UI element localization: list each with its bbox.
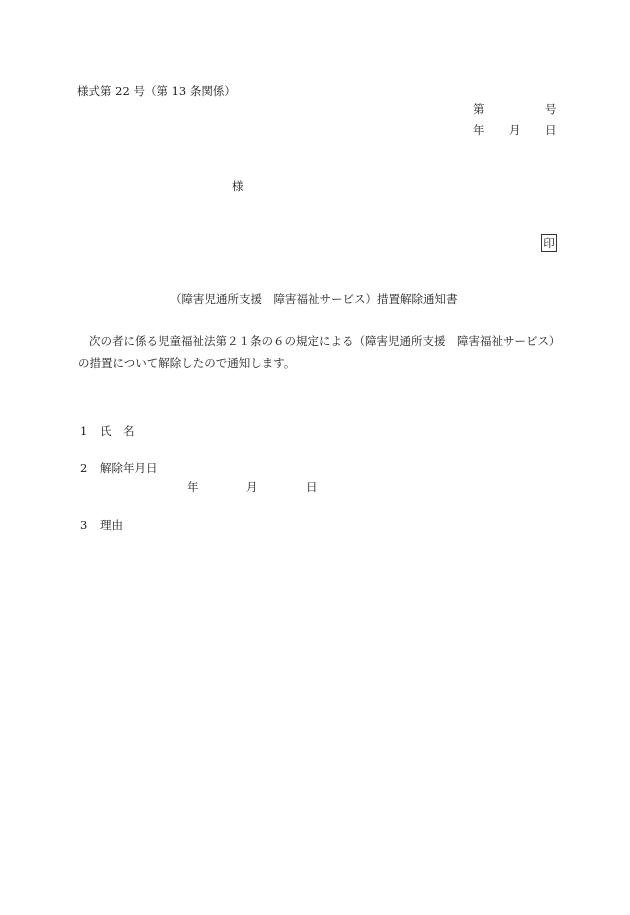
issue-date-month: 月 — [509, 123, 521, 137]
item-number: 1 — [80, 424, 88, 438]
item-release-date — [80, 463, 158, 475]
release-date-year: 年 — [187, 480, 199, 494]
item-label: 氏 名 — [100, 424, 135, 438]
item-number: 3 — [80, 518, 88, 532]
issue-date-day: 日 — [545, 123, 557, 137]
body-text: 次の者に係る児童福祉法第２１条の６の規定による（障害児通所支援 障害福祉サービス）の措置について解除したので通知します。 — [78, 334, 555, 370]
issue-date-year: 年 — [473, 123, 485, 137]
release-date-day: 日 — [306, 480, 318, 494]
item-name — [80, 426, 135, 438]
item-number: 2 — [80, 461, 88, 475]
issue-number-prefix: 第 — [473, 102, 485, 116]
seal-mark: 印 — [541, 234, 557, 252]
form-number: 様式第 22 号（第 13 条関係） — [77, 84, 236, 98]
document-title: （障害児通所支援 障害福祉サービス）措置解除通知書 — [170, 292, 458, 306]
release-date-month: 月 — [246, 480, 258, 494]
item-reason — [80, 520, 123, 532]
issue-number-suffix: 号 — [545, 102, 557, 116]
item-label: 理由 — [100, 518, 123, 532]
recipient-suffix: 様 — [232, 179, 244, 193]
item-label: 解除年月日 — [100, 461, 158, 475]
